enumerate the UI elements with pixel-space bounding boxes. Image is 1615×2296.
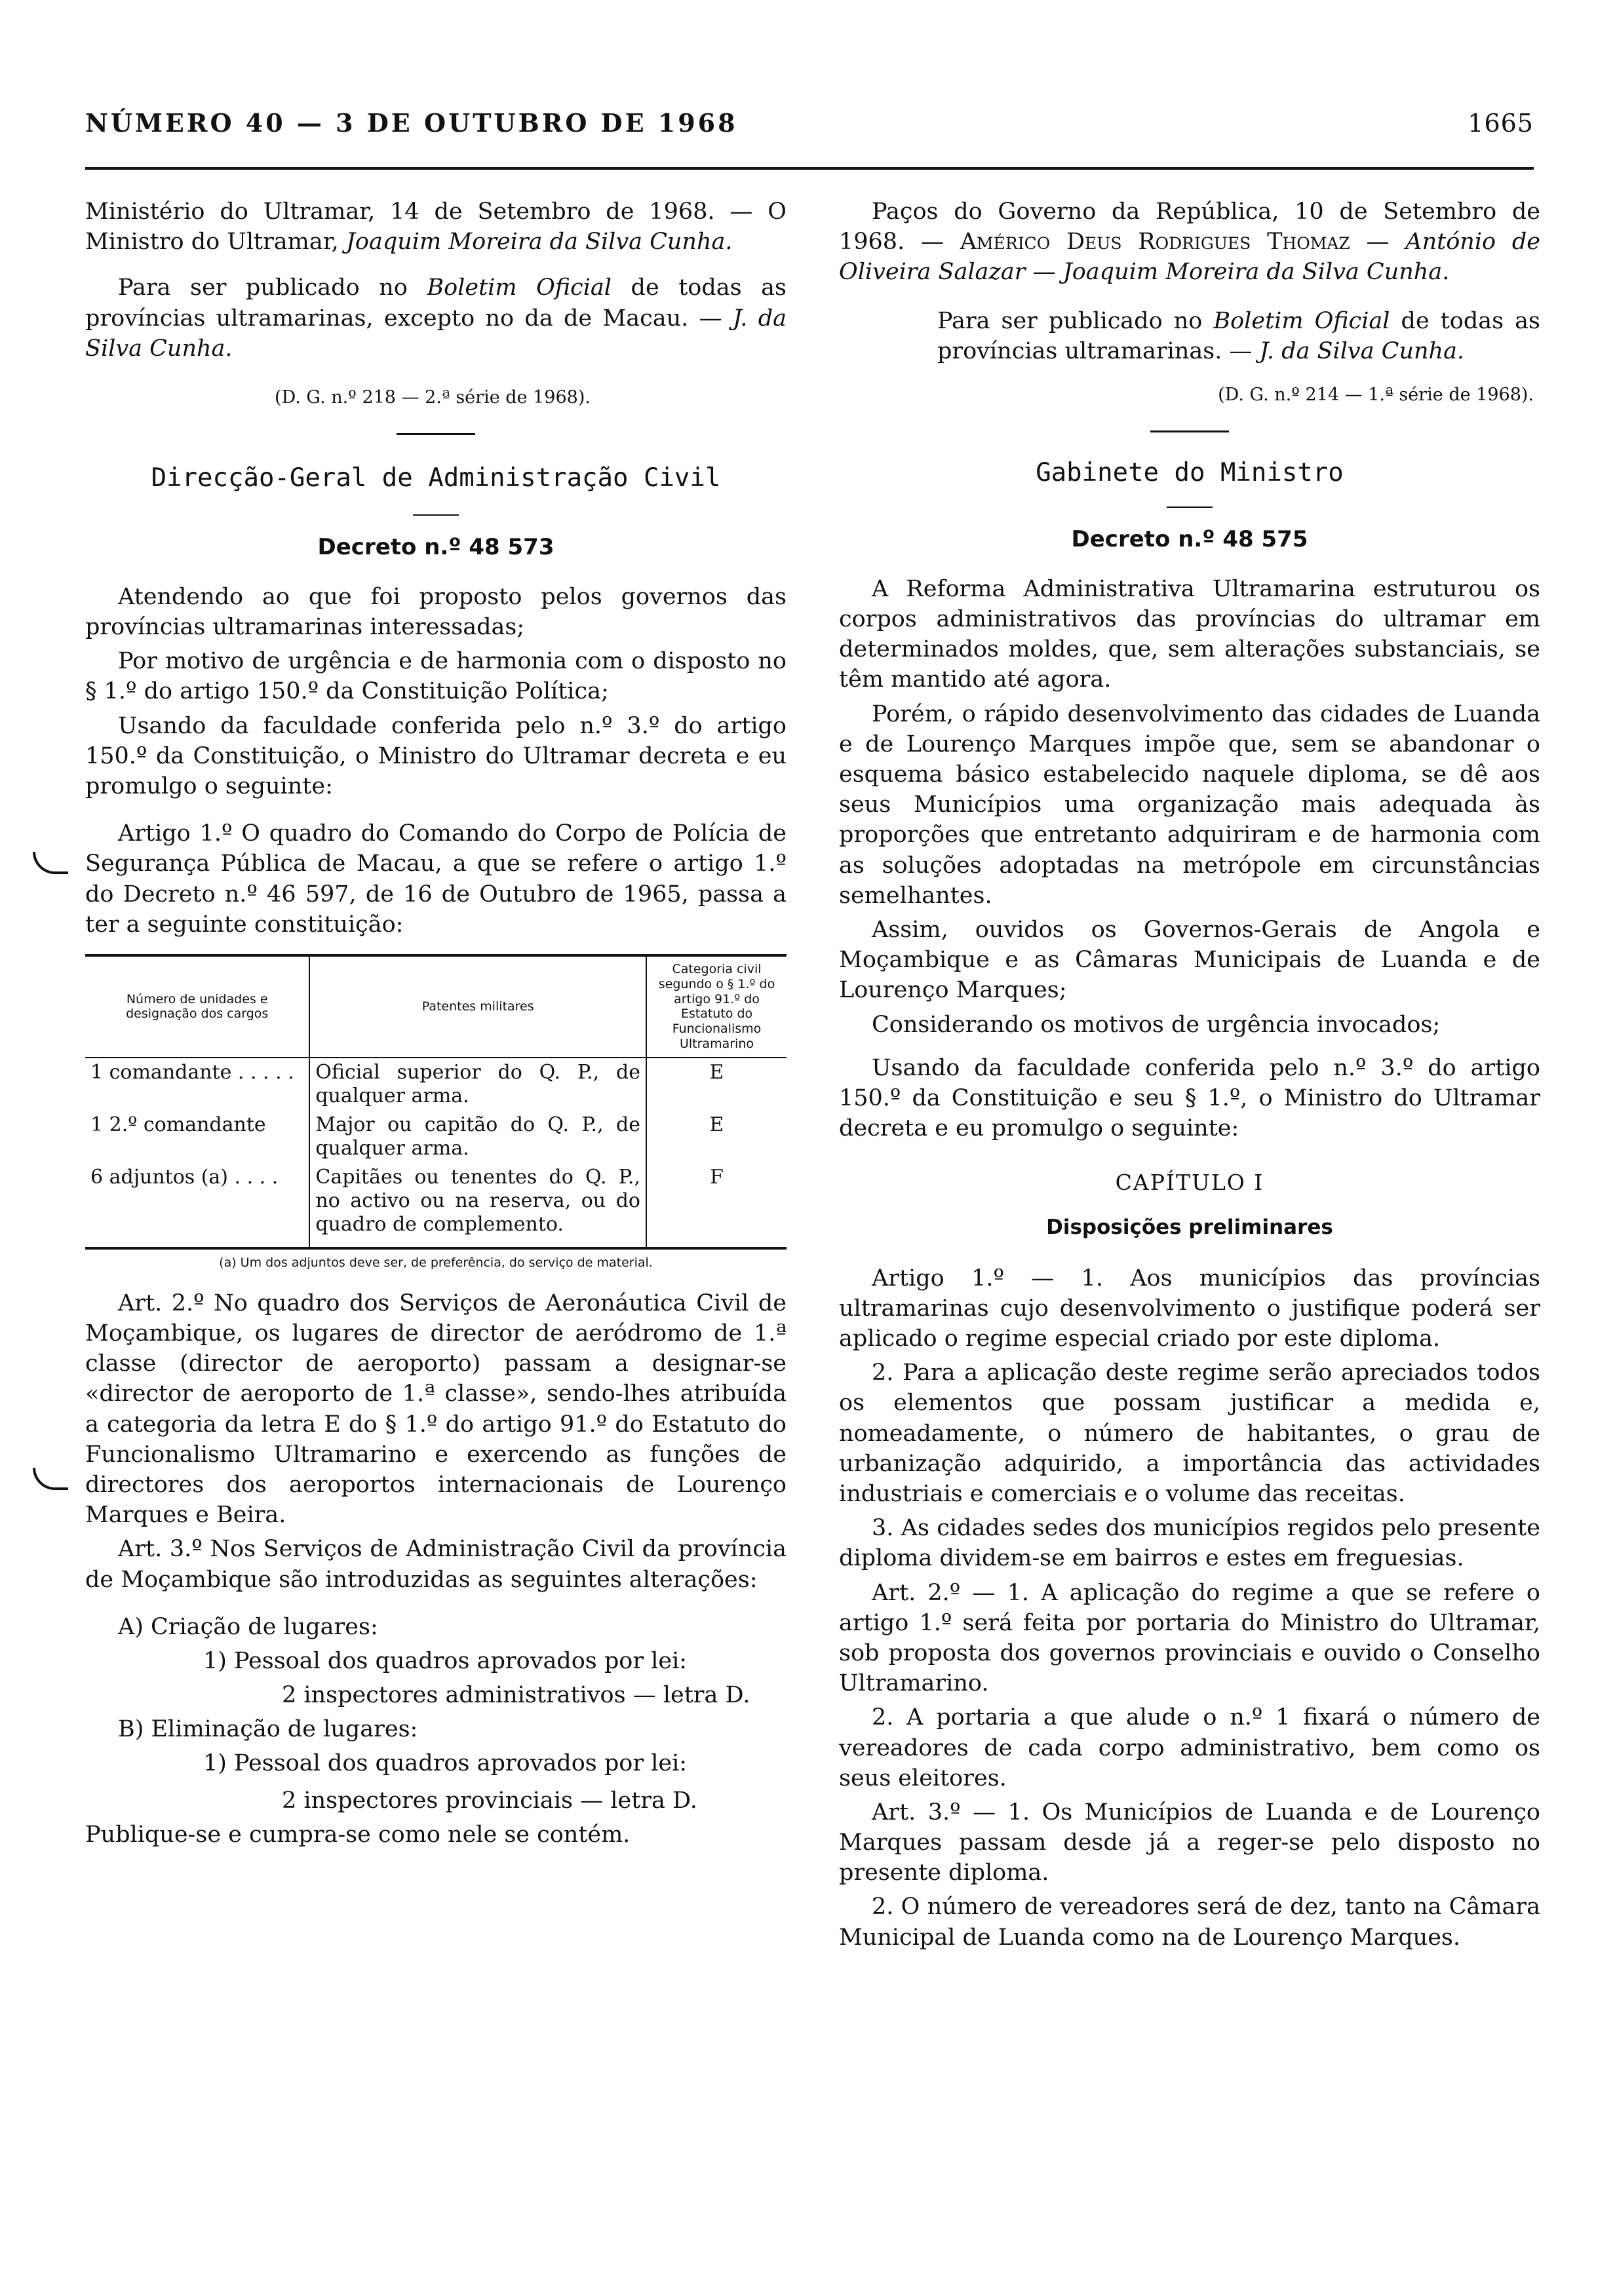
article-paragraph: Art. 3.º — 1. Os Municípios de Luanda e de Lourenço Marques passam desde já a reger-se pelo disposto no presente diploma.: [839, 1799, 1540, 1886]
article-paragraph: 2. O número de vereadores será de dez, tanto na Câmara Municipal de Luanda como na de Lourenço Marques.: [839, 1894, 1540, 1951]
column-header: Patentes militares: [309, 955, 646, 1058]
preamble-paragraph: Usando da faculdade conferida pelo n.º 3.º do artigo 150.º da Constituição e seu § 1.º, o Ministro do Ultramar decreta e eu promulgo o seguinte:: [839, 1054, 1540, 1142]
list-label: B) Eliminação de lugares:: [118, 1716, 418, 1743]
list-subitem: 1) Pessoal dos quadros aprovados por lei:: [203, 1750, 688, 1777]
ornament-divider: [1150, 430, 1229, 432]
section-heading: Disposições preliminares: [1046, 1215, 1333, 1239]
cargo-cell: 6 adjuntos (a) . . . .: [85, 1163, 309, 1248]
personnel-table: [85, 954, 787, 1250]
department-heading: Gabinete do Ministro: [1036, 457, 1344, 488]
publication-note: Para ser publicado no Boletim Oficial de todas as províncias ultramarinas, excepto no da de Macau. — J. da Silva Cunha.: [85, 275, 787, 362]
header-rule: [85, 167, 1534, 170]
list-subitem: 1) Pessoal dos quadros aprovados por lei:: [203, 1647, 688, 1674]
gazette-reference: (D. G. n.º 214 — 1.ª série de 1968).: [1218, 384, 1534, 405]
article-2: Art. 2.º No quadro dos Serviços de Aeronáutica Civil de Moçambique, os lugares de director de aeródromo de 1.ª classe (director de aeroporto) passam a designar-se «director de aeroporto de 1.ª classe», sendo-lhes atribuída a categoria da letra E do § 1.º do artigo 91.º do Estatuto do Funcionalismo Ultramarino e exercendo as funções de directores dos aeroportos internacionais de Lourenço Marques e Beira.: [85, 1290, 787, 1529]
table-header-row: [85, 955, 787, 1058]
intro-paragraph: Por motivo de urgência e de harmonia com o disposto no § 1.º do artigo 150.º da Constituição Política;: [85, 648, 787, 705]
cargo-cell: 1 2.º comandante: [90, 1113, 266, 1136]
right-column: [839, 197, 1540, 1957]
decree-title: Decreto n.º 48 575: [1071, 526, 1308, 553]
preamble-paragraph: A Reforma Administrativa Ultramarina estruturou os corpos administrativos das províncias do ultramar em determinados moldes, que, sem alterações substanciais, se têm mantido até agora.: [839, 575, 1540, 693]
preamble-paragraph: Porém, o rápido desenvolvimento das cidades de Luanda e de Lourenço Marques impõe que, sem se abandonar o esquema básico estabelecido naquele diploma, se dê aos seus Municípios uma organização mais adequada às proporções que entretanto adquiriram e de harmonia com as soluções adoptadas na metrópole em circunstâncias semelhantes.: [839, 700, 1540, 909]
article-paragraph: Art. 2.º — 1. A aplicação do regime a que se refere o artigo 1.º será feita por portaria do Ministro do Ultramar, sob proposta dos governos provinciais e ouvido o Conselho Ultramarino.: [839, 1579, 1540, 1697]
cargo-cell: 1 comandante . . . . .: [90, 1060, 294, 1084]
article-paragraph: 2. Para a aplicação deste regime serão apreciados todos os elementos que possam justificar a medida e, nomeadamente, o número de habitantes, o grau de urbanização adquirido, a importância das actividades industriais e comerciais e o volume das receitas.: [839, 1360, 1540, 1508]
margin-mark: [33, 852, 68, 874]
article-3: Art. 3.º Nos Serviços de Administração Civil da província de Moçambique são introduzidas as seguintes alterações:: [85, 1536, 787, 1593]
article-paragraph: Artigo 1.º — 1. Aos municípios das províncias ultramarinas cujo desenvolvimento o justifique poderá ser aplicado o regime especial criado por este diploma.: [839, 1265, 1540, 1352]
short-divider: [1167, 507, 1213, 508]
list-label: A) Criação de lugares:: [118, 1613, 378, 1640]
chapter-heading: CAPÍTULO I: [1115, 1170, 1264, 1196]
categoria-cell: F: [646, 1163, 787, 1248]
column-header: Número de unidades e designação dos cargos: [85, 955, 309, 1058]
patente-cell: Capitães ou tenentes do Q. P., no activo ou na reserva, ou do quadro de complemento.: [309, 1163, 646, 1248]
closing-formula: Publique-se e cumpra-se como nele se contém.: [85, 1821, 631, 1848]
signature-paragraph: Ministério do Ultramar, 14 de Setembro de 1968. — O Ministro do Ultramar, Joaquim Moreira da Silva Cunha.: [85, 199, 787, 256]
patente-cell: Oficial superior do Q. P., de qualquer arma.: [309, 1058, 646, 1111]
issue-title: NÚMERO 40 — 3 DE OUTUBRO DE 1968: [85, 108, 738, 138]
left-column: [85, 197, 787, 1854]
intro-paragraph: Atendendo ao que foi proposto pelos governos das províncias ultramarinas interessadas;: [85, 583, 787, 641]
article-paragraph: 3. As cidades sedes dos municípios regidos pelo presente diploma dividem-se em bairros e estes em freguesias.: [839, 1515, 1540, 1572]
ornament-divider: [397, 433, 475, 435]
article-1: Artigo 1.º O quadro do Comando do Corpo de Polícia de Segurança Pública de Macau, a que se refere o artigo 1.º do Decreto n.º 46 597, de 16 de Outubro de 1965, passa a ter a seguinte constituição:: [85, 820, 787, 938]
categoria-cell: E: [646, 1058, 787, 1111]
table-row: [85, 1058, 787, 1111]
table-row: [85, 1163, 787, 1248]
list-entry: 2 inspectores administrativos — letra D.: [282, 1682, 750, 1709]
list-entry: 2 inspectores provinciais — letra D.: [282, 1787, 697, 1814]
page-header: [85, 108, 1534, 149]
publication-note: Para ser publicado no Boletim Oficial de todas as províncias ultramarinas. — J. da Silva Cunha.: [937, 307, 1540, 364]
column-header: Categoria civil segundo o § 1.º do artigo 91.º do Estatuto do Funcionalismo Ultramarino: [646, 955, 787, 1058]
page-number: 1665: [1468, 109, 1534, 138]
margin-mark: [33, 1468, 68, 1490]
signature-paragraph: Paços do Governo da República, 10 de Setembro de 1968. — Américo Deus Rodrigues Thomaz — António de Oliveira Salazar — Joaquim Moreira da Silva Cunha.: [839, 199, 1540, 286]
article-paragraph: 2. A portaria a que alude o n.º 1 fixará o número de vereadores de cada corpo administrativo, bem como os seus eleitores.: [839, 1704, 1540, 1791]
short-divider: [413, 514, 459, 516]
preamble-paragraph: Assim, ouvidos os Governos-Gerais de Angola e Moçambique e as Câmaras Municipais de Luanda e de Lourenço Marques;: [839, 916, 1540, 1004]
decree-title: Decreto n.º 48 573: [317, 534, 555, 561]
preamble-paragraph: Considerando os motivos de urgência invocados;: [872, 1011, 1441, 1038]
department-heading: Direcção-Geral de Administração Civil: [151, 463, 721, 493]
table-row: [85, 1111, 787, 1163]
gazette-reference: (D. G. n.º 218 — 2.ª série de 1968).: [275, 387, 591, 408]
categoria-cell: E: [646, 1111, 787, 1163]
intro-paragraph: Usando da faculdade conferida pelo n.º 3.º do artigo 150.º da Constituição, o Ministro do Ultramar decreta e eu promulgo o seguinte:: [85, 712, 787, 800]
patente-cell: Major ou capitão do Q. P., de qualquer arma.: [309, 1111, 646, 1163]
table-footnote: (a) Um dos adjuntos deve ser, de preferência, do serviço de material.: [219, 1255, 653, 1270]
